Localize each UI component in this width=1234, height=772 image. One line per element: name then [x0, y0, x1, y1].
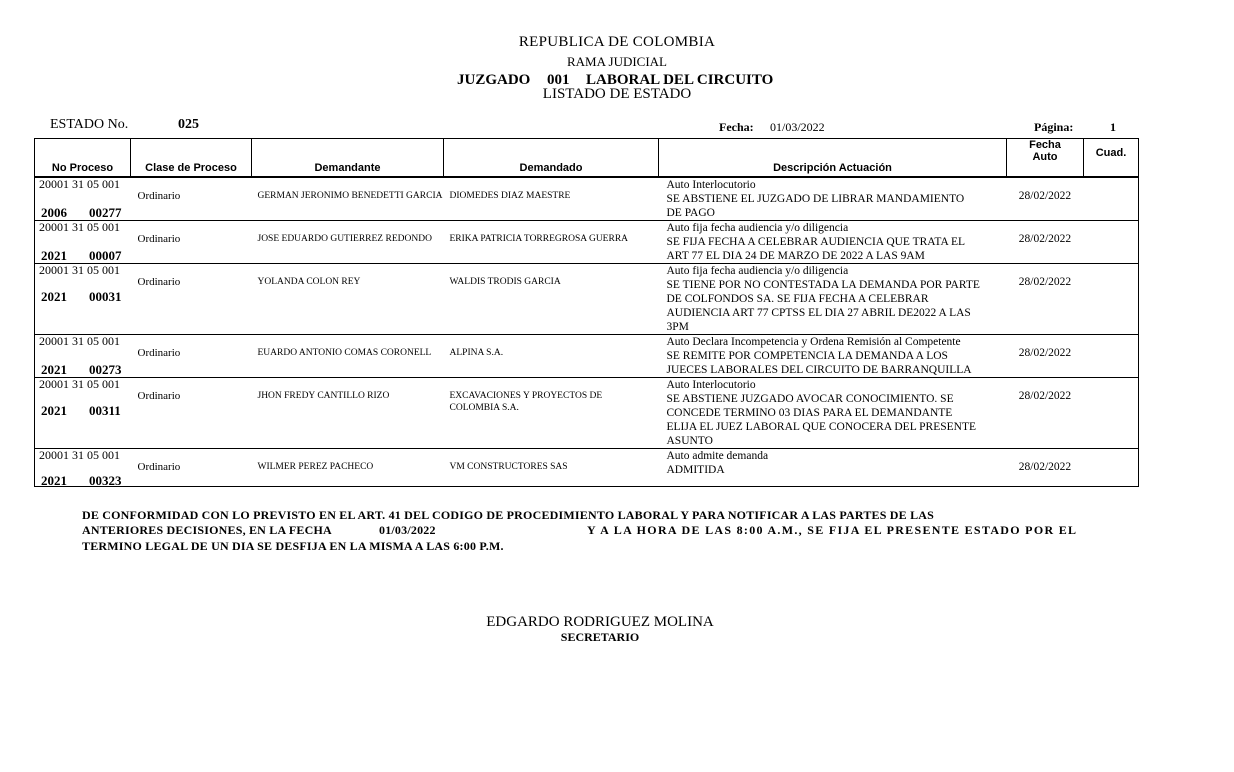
demandado: DIOMEDES DIAZ MAESTRE — [449, 191, 571, 201]
header-rama: RAMA JUDICIAL — [566, 54, 668, 69]
demandante: WILMER PEREZ PACHECO — [257, 462, 374, 472]
descripcion-titulo: Auto Interlocutorio — [666, 379, 756, 391]
demandado: ALPINA S.A. — [449, 348, 504, 358]
col-header-demandante: Demandante — [252, 139, 444, 178]
fecha-auto: 28/02/2022 — [1018, 233, 1072, 245]
col-header-fecha-auto: Fecha Auto — [1007, 139, 1084, 178]
descripcion-titulo: Auto fija fecha audiencia y/o diligencia — [666, 222, 849, 234]
radicado-year: 2021 — [41, 362, 67, 377]
cuad — [1084, 264, 1139, 335]
header-juzgado-num: 001 — [547, 72, 570, 88]
header-juzgado-label: JUZGADO — [457, 72, 531, 88]
radicado-numero: 00031 — [89, 289, 122, 304]
cuad — [1084, 335, 1139, 378]
radicado-numero: 00277 — [89, 205, 122, 220]
radicado: 20001 31 05 001 — [39, 263, 120, 277]
cuad — [1084, 378, 1139, 449]
descripcion-detalle: SE REMITE POR COMPETENCIA LA DEMANDA A LOS JUECES LABORALES DEL CIRCUITO DE BARRANQUILLA — [666, 350, 972, 376]
radicado-numero: 00323 — [89, 473, 122, 488]
footer-fecha: 01/03/2022 — [379, 523, 436, 537]
estado-table — [34, 138, 1139, 487]
col-header-no-proceso: No Proceso — [35, 139, 131, 178]
demandado: VM CONSTRUCTORES SAS — [449, 462, 568, 472]
demandante: JHON FREDY CANTILLO RIZO — [257, 391, 390, 401]
descripcion-detalle: SE ABSTIENE EL JUZGADO DE LIBRAR MANDAMIENTO DE PAGO — [666, 193, 965, 219]
demandado: ERIKA PATRICIA TORREGROSA GUERRA — [449, 234, 629, 244]
cuad — [1084, 221, 1139, 264]
descripcion-detalle: SE FIJA FECHA A CELEBRAR AUDIENCIA QUE TRATA EL ART 77 EL DIA 24 DE MARZO DE 2022 A LAS 9AM — [666, 236, 965, 262]
col-header-demandado: Demandado — [444, 139, 659, 178]
table-row — [35, 177, 1139, 221]
radicado-year: 2021 — [41, 473, 67, 488]
estado-number: 025 — [178, 117, 199, 132]
firmante-nombre: EDGARDO RODRIGUEZ MOLINA — [486, 614, 714, 630]
descripcion-titulo: Auto admite demanda — [666, 450, 769, 462]
footer-line-2b: Y A LA HORA DE LAS 8:00 A.M., SE FIJA EL PRESENTE ESTADO POR EL — [587, 523, 1078, 537]
demandante: JOSE EDUARDO GUTIERREZ REDONDO — [257, 234, 432, 244]
radicado: 20001 31 05 001 — [39, 377, 120, 391]
footer-line-1: DE CONFORMIDAD CON LO PREVISTO EN EL ART. 41 DEL CODIGO DE PROCEDIMIENTO LABORAL Y PARA NOTIFICAR A LAS PARTES DE LAS — [82, 508, 935, 522]
radicado-year: 2006 — [41, 205, 67, 220]
header-juzgado-tipo: LABORAL DEL CIRCUITO — [586, 72, 774, 88]
radicado: 20001 31 05 001 — [39, 448, 120, 462]
cuad — [1084, 449, 1139, 487]
fecha-value: 01/03/2022 — [770, 120, 825, 134]
clase-proceso: Ordinario — [137, 390, 181, 402]
demandado: WALDIS TRODIS GARCIA — [449, 277, 561, 287]
demandante: YOLANDA COLON REY — [257, 277, 361, 287]
descripcion-detalle: SE TIENE POR NO CONTESTADA LA DEMANDA POR PARTE DE COLFONDOS SA. SE FIJA FECHA A CELEBRAR AUDIENCIA ART 77 CPTSS EL DIA 27 ABRIL DE2022 A LAS 3PM — [666, 279, 980, 333]
radicado-year: 2021 — [41, 248, 67, 263]
radicado-numero: 00007 — [89, 248, 122, 263]
header-republica: REPUBLICA DE COLOMBIA — [518, 34, 716, 50]
clase-proceso: Ordinario — [137, 347, 181, 359]
fecha-auto: 28/02/2022 — [1018, 276, 1072, 288]
fecha-label: Fecha: — [719, 120, 754, 134]
radicado-year: 2021 — [41, 289, 67, 304]
clase-proceso: Ordinario — [137, 461, 181, 473]
col-header-cuad: Cuad. — [1084, 139, 1139, 178]
clase-proceso: Ordinario — [137, 276, 181, 288]
clase-proceso: Ordinario — [137, 233, 181, 245]
header-listado: LISTADO DE ESTADO — [542, 86, 692, 102]
descripcion-detalle: ADMITIDA — [666, 464, 725, 476]
fecha-auto: 28/02/2022 — [1018, 190, 1072, 202]
descripcion-detalle: SE ABSTIENE JUZGADO AVOCAR CONOCIMIENTO. SE CONCEDE TERMINO 03 DIAS PARA EL DEMANDANTE ELIJA EL JUEZ LABORAL QUE CONOCERA DEL PRESENTE ASUNTO — [666, 393, 977, 447]
table-row — [35, 378, 1139, 449]
descripcion-titulo: Auto fija fecha audiencia y/o diligencia — [666, 265, 849, 277]
fecha-auto: 28/02/2022 — [1018, 390, 1072, 402]
table-row — [35, 264, 1139, 335]
radicado-numero: 00273 — [89, 362, 122, 377]
cuad — [1084, 177, 1139, 221]
col-header-clase: Clase de Proceso — [131, 139, 252, 178]
radicado-numero: 00311 — [89, 403, 121, 418]
descripcion-titulo: Auto Declara Incompetencia y Ordena Remisión al Competente — [666, 336, 961, 348]
descripcion-titulo: Auto Interlocutorio — [666, 179, 756, 191]
table-row — [35, 449, 1139, 487]
radicado: 20001 31 05 001 — [39, 177, 120, 191]
radicado: 20001 31 05 001 — [39, 334, 120, 348]
demandante: EUARDO ANTONIO COMAS CORONELL — [257, 348, 432, 358]
pagina-value: 1 — [1110, 120, 1116, 134]
table-row — [35, 221, 1139, 264]
table-row — [35, 335, 1139, 378]
radicado-year: 2021 — [41, 403, 67, 418]
footer-line-3: TERMINO LEGAL DE UN DIA SE DESFIJA EN LA MISMA A LAS 6:00 P.M. — [82, 539, 504, 553]
col-header-descripcion: Descripción Actuación — [659, 139, 1007, 178]
demandante: GERMAN JERONIMO BENEDETTI GARCIA — [257, 191, 443, 201]
estado-label: ESTADO No. — [50, 117, 129, 132]
fecha-auto: 28/02/2022 — [1018, 347, 1072, 359]
fecha-auto: 28/02/2022 — [1018, 461, 1072, 473]
footer-line-2a: ANTERIORES DECISIONES, EN LA FECHA — [82, 523, 332, 537]
clase-proceso: Ordinario — [137, 190, 181, 202]
firmante-cargo: SECRETARIO — [560, 630, 640, 644]
pagina-label: Página: — [1034, 120, 1074, 134]
radicado: 20001 31 05 001 — [39, 220, 120, 234]
demandado: EXCAVACIONES Y PROYECTOS DE COLOMBIA S.A. — [449, 391, 603, 413]
